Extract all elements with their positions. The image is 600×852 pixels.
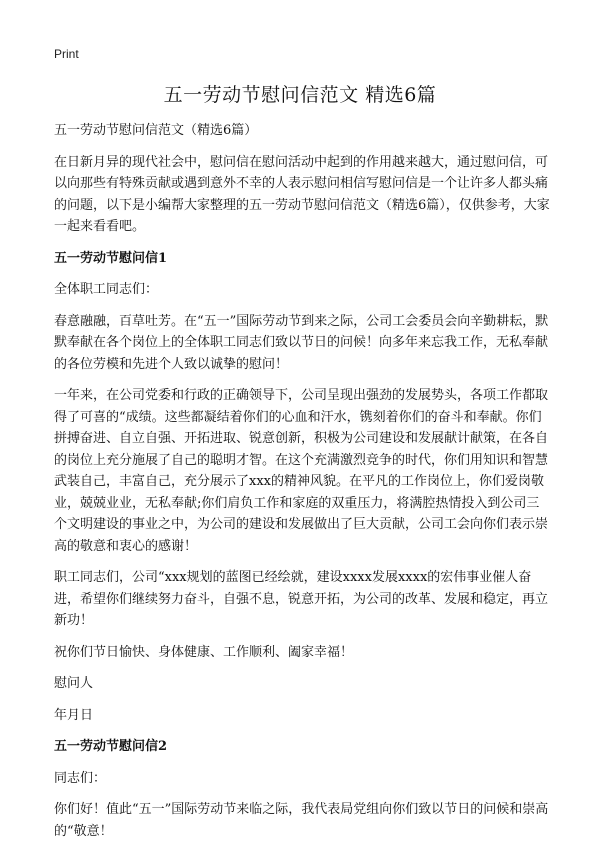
letter-2-paragraph-1: 你们好！值此“五一”国际劳动节来临之际，我代表局党组向你们致以节日的问候和崇高的“敬意！ — [54, 802, 549, 839]
intro-paragraph: 在日新月异的现代社会中，慰问信在慰问活动中起到的作用越来越大，通过慰问信，可以向那些有特殊贡献或遇到意外不幸的人表示慰问相信写慰问信是一个让许多人都头痛的问题，以下是小编帮大家整理的五一劳动节慰问信范文（精选6篇），仅供参考，大家一起来看看吧。 — [54, 154, 550, 234]
letter-2-heading: 五一劳动节慰问信2 — [54, 739, 168, 754]
letter-1-paragraph-2: 一年来，在公司党委和行政的正确领导下，公司呈现出强劲的发展势头，各项工作都取得了可喜的“成绩。这些都凝结着你们的心血和汗水，镌刻着你们的奋斗和奉献。你们拼搏奋进、自立自强、开拓进取、锐意创新，积极为公司建设和发展献计献策，在各自的岗位上充分施展了自己的聪明才智。在这个充满激烈竞争的时代，你们用知识和智慧武装自己，丰富自己，充分展示了xxx的精神风貌。在平凡的工作岗位上，你们爱岗敬业，兢兢业业，无私奉献;你们肩负工作和家庭的双重压力，将满腔热情投入到公司三个文明建设的事业之中，为公司的建设和发展做出了巨大贡献，公司工会向你们表示崇高的敬意和衷心的感谢！ — [54, 388, 549, 554]
letter-1-heading: 五一劳动节慰问信1 — [54, 250, 168, 266]
page-title: 五一劳动节慰问信范文 精选6篇 — [163, 84, 437, 106]
document-body — [54, 120, 550, 852]
print-link[interactable]: Print — [54, 47, 79, 61]
document-subtitle: 五一劳动节慰问信范文（精选6篇） — [54, 123, 258, 138]
letter-1-greeting: 全体职工同志们： — [54, 282, 159, 297]
letter-1-signature: 慰问人 — [54, 676, 94, 691]
letter-1-paragraph-4: 祝你们节日愉快、身体健康、工作顺利、阖家幸福！ — [54, 644, 354, 660]
letter-1-paragraph-3: 职工同志们，公司“xxx规划的蓝图已经绘就，建设xxxx发展xxxx的宏伟事业催人奋进，希望你们继续努力奋斗，自强不息，锐意开拓，为公司的改革、发展和稳定，再立新功！ — [54, 570, 549, 628]
letter-1-paragraph-1: 春意融融，百草吐芳。在“五一”国际劳动节到来之际，公司工会委员会向辛勤耕耘，默默奉献在各个岗位上的全体职工同志们致以节日的问候！向多年来忘我工作，无私奉献的各位劳模和先进个人致以诚挚的慰问！ — [54, 313, 549, 372]
letter-2-greeting: 同志们： — [54, 770, 107, 786]
letter-1-date: 年月日 — [54, 707, 94, 723]
